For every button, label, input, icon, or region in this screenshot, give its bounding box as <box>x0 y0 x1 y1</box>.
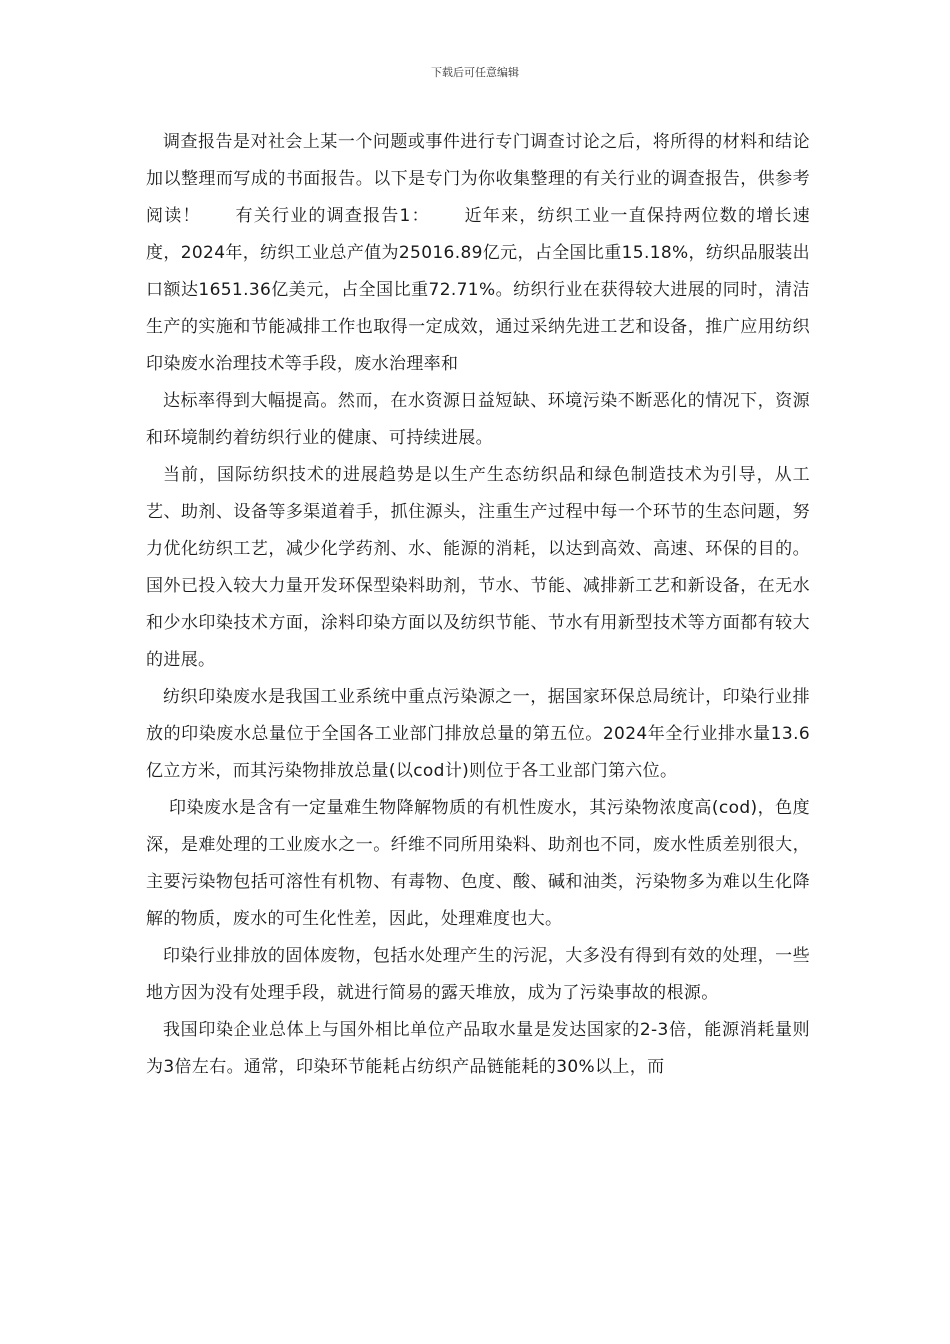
paragraph-intro <box>146 124 810 383</box>
paragraph-pollution-source: 纺织印染废水是我国工业系统中重点污染源之一，据国家环保总局统计，印染行业排放的印染废水总量位于全国各工业部门排放总量的第五位。2024年全行业排水量13.6亿立方米，而其污染物排放总量(以cod计)则位于各工业部门第六位。 <box>146 687 810 781</box>
paragraph-international-trend: 当前，国际纺织技术的进展趋势是以生产生态纺织品和绿色制造技术为引导，从工艺、助剂、设备等多渠道着手，抓住源头，注重生产过程中每一个环节的生态问题，努力优化纺织工艺，减少化学药剂、水、能源的消耗，以达到高效、高速、环保的目的。国外已投入较大力量开发环保型染料助剂，节水、节能、减排新工艺和新设备，在无水和少水印染技术方面，涂料印染方面以及纺织节能、节水有用新型技术等方面都有较大的进展。 <box>146 465 810 670</box>
document-body <box>146 124 810 1086</box>
paragraph-solid-waste: 印染行业排放的固体废物，包括水处理产生的污泥，大多没有得到有效的处理，一些地方因为没有处理手段，就进行简易的露天堆放，成为了污染事故的根源。 <box>146 946 810 1003</box>
paragraph-water-consumption: 我国印染企业总体上与国外相比单位产品取水量是发达国家的2-3倍，能源消耗量则为3倍左右。通常，印染环节能耗占纺织产品链能耗的30%以上，而 <box>146 1020 810 1077</box>
page-header: 下载后可任意编辑 <box>431 66 519 79</box>
paragraph-standard-rate: 达标率得到大幅提高。然而，在水资源日益短缺、环境污染不断恶化的情况下，资源和环境制约着纺织行业的健康、可持续进展。 <box>146 391 810 448</box>
paragraph-growth: 近年来，纺织工业一直保持两位数的增长速度，2024年，纺织工业总产值为25016.89亿元，占全国比重15.18%，纺织品服装出口额达1651.36亿美元，占全国比重72.71%。纺织行业在获得较大进展的同时，清洁生产的实施和节能减排工作也取得一定成效，通过采纳先进工艺和设备，推广应用纺织印染废水治理技术等手段，废水治理率和 <box>146 206 810 374</box>
section-heading: 有关行业的调查报告1： <box>234 206 430 226</box>
paragraph-wastewater: 印染废水是含有一定量难生物降解物质的有机性废水，其污染物浓度高(cod)，色度深，是难处理的工业废水之一。纤维不同所用染料、助剂也不同，废水性质差别很大，主要污染物包括可溶性有机物、有毒物、色度、酸、碱和油类，污染物多为难以生化降解的物质，废水的可生化性差，因此，处理难度也大。 <box>146 798 810 929</box>
intro-text: 调查报告是对社会上某一个问题或事件进行专门调查讨论之后，将所得的材料和结论加以整理而写成的书面报告。以下是专门为你收集整理的有关行业的调查报告，供参考阅读！ <box>146 132 810 226</box>
